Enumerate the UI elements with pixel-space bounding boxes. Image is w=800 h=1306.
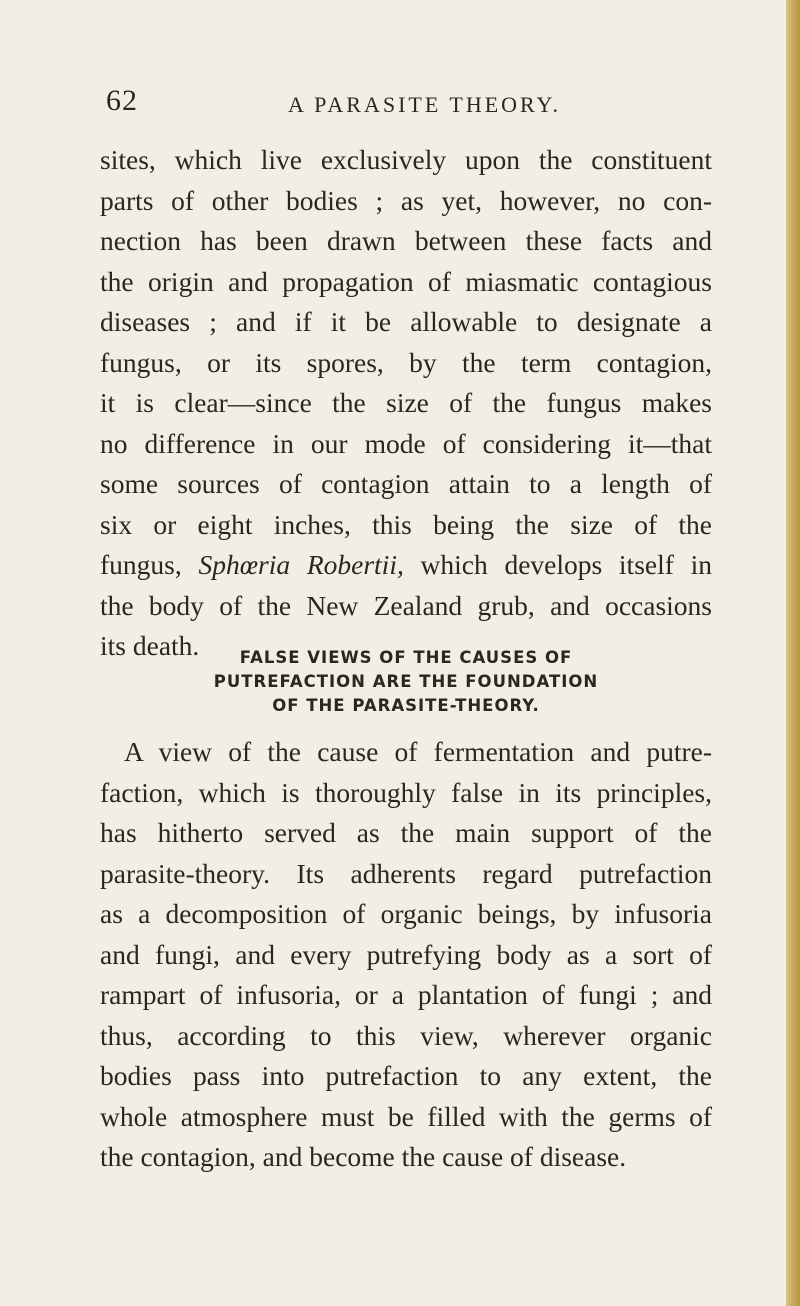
page-number: 62 — [106, 84, 138, 117]
text-line: faction, which is thoroughly false in its principles, — [100, 776, 712, 808]
text-line: six or eight inches, this being the size of the — [100, 508, 712, 540]
text-line: has hitherto served as the main support of the — [100, 817, 712, 848]
heading-line: PUTREFACTION ARE THE FOUNDATION — [213, 672, 599, 691]
text-line: sites, which live exclusively upon the constituent — [100, 144, 712, 175]
text-line: some sources of contagion attain to a length of — [100, 468, 712, 499]
text-fragment: fungus, — [100, 549, 182, 580]
text-line: A view of the cause of fermentation and putre- — [124, 736, 712, 767]
text-fragment: which develops itself in — [420, 549, 712, 580]
page-edge-strip — [786, 0, 800, 1306]
text-line-with-species — [100, 545, 712, 586]
text-line: fungus, or its spores, by the term contagion, — [100, 346, 712, 378]
heading-line: FALSE VIEWS OF THE CAUSES OF — [239, 648, 573, 667]
text-line: the contagion, and become the cause of disease. — [100, 1141, 627, 1172]
text-line: nection has been drawn between these facts and — [100, 225, 712, 256]
text-line: parts of other bodies ; as yet, however, no con- — [100, 184, 712, 216]
section-heading — [100, 648, 712, 720]
text-line: diseases ; and if it be allowable to designate a — [100, 306, 712, 337]
species-name: Sphœria Robertii, — [198, 549, 404, 580]
running-head: A PARASITE THEORY. — [288, 92, 562, 117]
heading-line: OF THE PARASITE-THEORY. — [272, 696, 540, 715]
text-line: its death. — [100, 630, 200, 661]
text-line: no difference in our mode of considering it—that — [100, 427, 712, 459]
paragraph-1 — [100, 140, 712, 667]
paragraph-2 — [100, 732, 712, 1178]
text-line: parasite-theory. Its adherents regard putrefaction — [100, 857, 712, 889]
text-line: whole atmosphere must be filled with the germs of — [100, 1100, 712, 1132]
text-line: it is clear—since the size of the fungus makes — [100, 387, 712, 418]
page-header — [100, 84, 740, 124]
text-line: bodies pass into putrefaction to any extent, the — [100, 1060, 712, 1091]
text-line: thus, according to this view, wherever organic — [100, 1019, 712, 1051]
text-line: the body of the New Zealand grub, and occasions — [100, 589, 712, 621]
text-line: rampart of infusoria, or a plantation of fungi ; and — [100, 979, 712, 1010]
text-line: as a decomposition of organic beings, by infusoria — [100, 898, 712, 929]
text-line: the origin and propagation of miasmatic contagious — [100, 265, 712, 297]
text-line: and fungi, and every putrefying body as a sort of — [100, 938, 712, 970]
